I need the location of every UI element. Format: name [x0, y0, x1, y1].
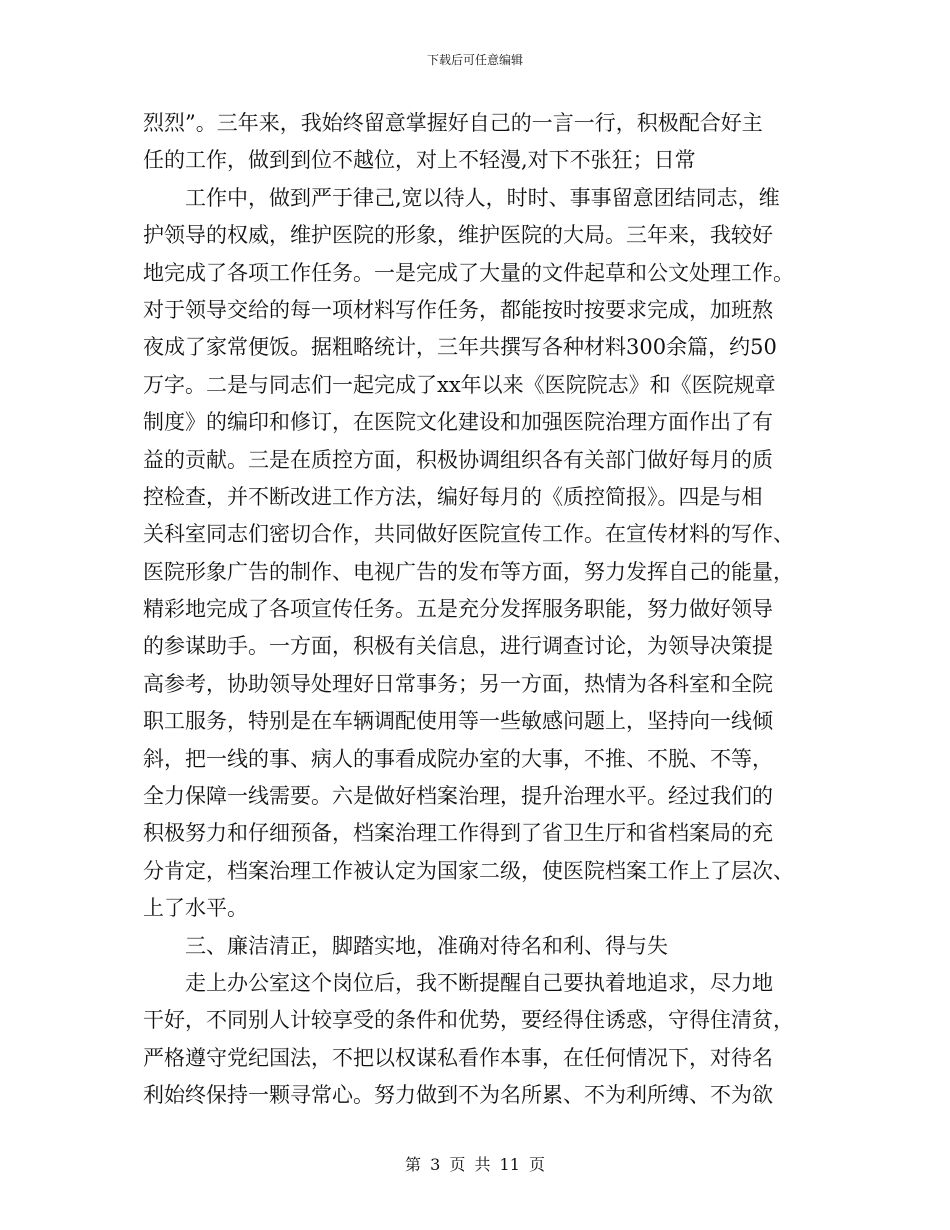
body-line: 走上办公室这个岗位后，我不断提醒自己要执着地追求，尽力地	[185, 970, 773, 995]
body-line: 对于领导交给的每一项材料写作任务，都能按时按要求完成，加班熬	[143, 297, 773, 322]
body-line: 工作中，做到严于律己,宽以待人，时时、事事留意团结同志，维	[185, 185, 780, 210]
body-line: 控检查，并不断改进工作方法，编好每月的《质控简报》。四是与相	[143, 484, 763, 509]
body-line: 万字。二是与同志们一起完成了xx年以来《医院院志》和《医院规章	[143, 372, 776, 397]
body-line: 利始终保持一颗寻常心。努力做到不为名所累、不为利所缚、不为欲	[143, 1083, 773, 1108]
page-header: 下载后可任意编辑	[426, 53, 523, 67]
body-line: 全力保障一线需要。六是做好档案治理，提升治理水平。经过我们的	[143, 784, 773, 809]
section-heading: 三、廉洁清正，脚踏实地，准确对待名和利、得与失	[185, 933, 668, 958]
body-line: 任的工作，做到到位不越位，对上不轻漫,对下不张狂；日常	[143, 148, 696, 173]
body-line: 精彩地完成了各项宣传任务。五是充分发挥服务职能，努力做好领导	[143, 597, 773, 622]
body-line: 分肯定，档案治理工作被认定为国家二级，使医院档案工作上了层次、	[143, 858, 794, 883]
body-line: 制度》的编印和修订，在医院文化建设和加强医院治理方面作出了有	[143, 410, 773, 435]
body-line: 医院形象广告的制作、电视广告的发布等方面，努力发挥自己的能量，	[143, 559, 794, 584]
body-line: 夜成了家常便饭。据粗略统计，三年共撰写各种材料300余篇，约50	[143, 335, 777, 360]
body-line: 积极努力和仔细预备，档案治理工作得到了省卫生厅和省档案局的充	[143, 821, 773, 846]
body-line: 严格遵守党纪国法，不把以权谋私看作本事，在任何情况下，对待名	[143, 1045, 773, 1070]
body-line: 职工服务，特别是在车辆调配使用等一些敏感问题上，坚持向一线倾	[143, 709, 773, 734]
body-line: 烈烈”。三年来，我始终留意掌握好自己的一言一行，积极配合好主	[143, 111, 763, 135]
body-line: 地完成了各项工作任务。一是完成了大量的文件起草和公文处理工作。	[143, 260, 794, 285]
body-line: 益的贡献。三是在质控方面，积极协调组织各有关部门做好每月的质	[143, 447, 773, 472]
body-line: 斜，把一线的事、病人的事看成院办室的大事，不推、不脱、不等，	[143, 746, 773, 771]
body-line: 护领导的权威，维护医院的形象，维护医院的大局。三年来，我较好	[143, 223, 773, 248]
page-number: 第 3 页 共 11 页	[405, 1155, 545, 1174]
body-line: 干好，不同别人计较享受的条件和优势，要经得住诱惑，守得住清贫，	[143, 1008, 794, 1033]
body-line: 上了水平。	[143, 896, 248, 921]
body-line: 的参谋助手。一方面，积极有关信息，进行调查讨论，为领导决策提	[143, 634, 773, 659]
body-line: 高参考，协助领导处理好日常事务；另一方面，热情为各科室和全院	[143, 671, 773, 696]
body-line: 关科室同志们密切合作，共同做好医院宣传工作。在宣传材料的写作、	[143, 522, 794, 547]
document-body	[143, 105, 808, 1115]
